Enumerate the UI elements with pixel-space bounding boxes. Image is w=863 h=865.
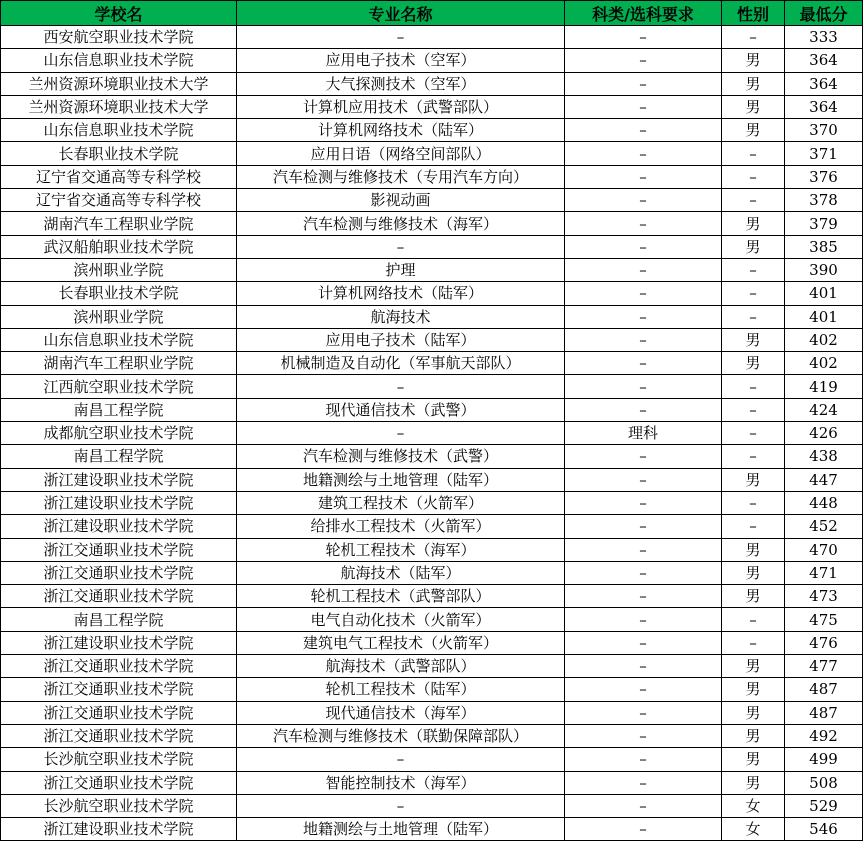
cell-min-score: 379 xyxy=(785,212,863,235)
cell-major: 现代通信技术（武警） xyxy=(237,398,565,421)
cell-subject-requirement: – xyxy=(565,282,722,305)
cell-major: 汽车检测与维修技术（专用汽车方向） xyxy=(237,165,565,188)
cell-subject-requirement: – xyxy=(565,748,722,771)
cell-subject-requirement: – xyxy=(565,678,722,701)
cell-min-score: 364 xyxy=(785,72,863,95)
cell-gender: – xyxy=(722,26,785,49)
cell-major: 现代通信技术（海军） xyxy=(237,701,565,724)
table-row xyxy=(1,398,863,421)
table-row xyxy=(1,445,863,468)
cell-school: 浙江建设职业技术学院 xyxy=(1,818,237,841)
cell-min-score: 402 xyxy=(785,328,863,351)
cell-major: 地籍测绘与土地管理（陆军） xyxy=(237,468,565,491)
cell-gender: – xyxy=(722,608,785,631)
table-row xyxy=(1,282,863,305)
cell-min-score: 385 xyxy=(785,235,863,258)
cell-gender: 男 xyxy=(722,538,785,561)
table-row xyxy=(1,515,863,538)
cell-gender: 男 xyxy=(722,468,785,491)
cell-major: 航海技术 xyxy=(237,305,565,328)
cell-gender: – xyxy=(722,398,785,421)
cell-min-score: 470 xyxy=(785,538,863,561)
cell-subject-requirement: – xyxy=(565,375,722,398)
cell-subject-requirement: – xyxy=(565,49,722,72)
cell-subject-requirement: – xyxy=(565,468,722,491)
table-row xyxy=(1,165,863,188)
header-min-score: 最低分 xyxy=(785,1,863,26)
cell-min-score: 390 xyxy=(785,258,863,281)
cell-min-score: 487 xyxy=(785,678,863,701)
cell-subject-requirement: – xyxy=(565,95,722,118)
table-row xyxy=(1,538,863,561)
cell-school: 辽宁省交通高等专科学校 xyxy=(1,189,237,212)
cell-subject-requirement: – xyxy=(565,212,722,235)
cell-min-score: 424 xyxy=(785,398,863,421)
cell-gender: – xyxy=(722,189,785,212)
header-row xyxy=(1,1,863,26)
table-row xyxy=(1,748,863,771)
cell-subject-requirement: – xyxy=(565,771,722,794)
cell-gender: – xyxy=(722,305,785,328)
cell-subject-requirement: – xyxy=(565,142,722,165)
cell-school: 浙江交通职业技术学院 xyxy=(1,678,237,701)
cell-major: – xyxy=(237,26,565,49)
cell-school: 浙江建设职业技术学院 xyxy=(1,631,237,654)
cell-major: 应用日语（网络空间部队） xyxy=(237,142,565,165)
cell-min-score: 378 xyxy=(785,189,863,212)
cell-gender: 男 xyxy=(722,119,785,142)
cell-min-score: 492 xyxy=(785,724,863,747)
cell-school: 山东信息职业技术学院 xyxy=(1,119,237,142)
cell-major: 应用电子技术（空军） xyxy=(237,49,565,72)
cell-gender: 男 xyxy=(722,561,785,584)
cell-gender: 男 xyxy=(722,678,785,701)
cell-subject-requirement: – xyxy=(565,608,722,631)
cell-major: 轮机工程技术（海军） xyxy=(237,538,565,561)
cell-min-score: 333 xyxy=(785,26,863,49)
cell-min-score: 452 xyxy=(785,515,863,538)
table-row xyxy=(1,608,863,631)
cell-gender: – xyxy=(722,375,785,398)
cell-gender: 男 xyxy=(722,701,785,724)
table-row xyxy=(1,352,863,375)
cell-major: 建筑电气工程技术（火箭军） xyxy=(237,631,565,654)
cell-major: 轮机工程技术（陆军） xyxy=(237,678,565,701)
cell-school: 兰州资源环境职业技术大学 xyxy=(1,72,237,95)
cell-major: 机械制造及自动化（军事航天部队） xyxy=(237,352,565,375)
cell-school: 辽宁省交通高等专科学校 xyxy=(1,165,237,188)
table-row xyxy=(1,422,863,445)
cell-school: 武汉船舶职业技术学院 xyxy=(1,235,237,258)
cell-school: 江西航空职业技术学院 xyxy=(1,375,237,398)
cell-major: 大气探测技术（空军） xyxy=(237,72,565,95)
cell-subject-requirement: – xyxy=(565,258,722,281)
cell-min-score: 448 xyxy=(785,491,863,514)
cell-gender: 男 xyxy=(722,748,785,771)
table-body xyxy=(1,26,863,841)
table-row xyxy=(1,95,863,118)
cell-major: 航海技术（武警部队） xyxy=(237,655,565,678)
cell-subject-requirement: – xyxy=(565,491,722,514)
cell-school: 成都航空职业技术学院 xyxy=(1,422,237,445)
cell-subject-requirement: – xyxy=(565,701,722,724)
cell-gender: 男 xyxy=(722,328,785,351)
cell-major: 给排水工程技术（火箭军） xyxy=(237,515,565,538)
cell-major: – xyxy=(237,422,565,445)
cell-school: 山东信息职业技术学院 xyxy=(1,49,237,72)
table-row xyxy=(1,701,863,724)
cell-school: 浙江交通职业技术学院 xyxy=(1,655,237,678)
cell-gender: 男 xyxy=(722,95,785,118)
table-row xyxy=(1,258,863,281)
cell-gender: 女 xyxy=(722,818,785,841)
cell-subject-requirement: – xyxy=(565,818,722,841)
header-gender: 性别 xyxy=(722,1,785,26)
cell-major: 汽车检测与维修技术（海军） xyxy=(237,212,565,235)
cell-subject-requirement: – xyxy=(565,119,722,142)
cell-min-score: 401 xyxy=(785,305,863,328)
cell-subject-requirement: – xyxy=(565,189,722,212)
cell-min-score: 477 xyxy=(785,655,863,678)
table-row xyxy=(1,328,863,351)
cell-gender: – xyxy=(722,515,785,538)
cell-min-score: 364 xyxy=(785,95,863,118)
cell-school: 兰州资源环境职业技术大学 xyxy=(1,95,237,118)
cell-min-score: 364 xyxy=(785,49,863,72)
header-school: 学校名 xyxy=(1,1,237,26)
cell-school: 南昌工程学院 xyxy=(1,398,237,421)
cell-major: 汽车检测与维修技术（联勤保障部队） xyxy=(237,724,565,747)
table-row xyxy=(1,794,863,817)
cell-gender: 男 xyxy=(722,655,785,678)
cell-major: 护理 xyxy=(237,258,565,281)
cell-school: 浙江交通职业技术学院 xyxy=(1,585,237,608)
cell-min-score: 370 xyxy=(785,119,863,142)
table-row xyxy=(1,585,863,608)
table-row xyxy=(1,468,863,491)
cell-subject-requirement: – xyxy=(565,235,722,258)
cell-subject-requirement: – xyxy=(565,538,722,561)
cell-subject-requirement: – xyxy=(565,724,722,747)
cell-major: 汽车检测与维修技术（武警） xyxy=(237,445,565,468)
cell-subject-requirement: – xyxy=(565,515,722,538)
cell-min-score: 508 xyxy=(785,771,863,794)
cell-major: 计算机网络技术（陆军） xyxy=(237,119,565,142)
cell-major: 地籍测绘与土地管理（陆军） xyxy=(237,818,565,841)
cell-gender: – xyxy=(722,142,785,165)
header-subject-requirement: 科类/选科要求 xyxy=(565,1,722,26)
cell-subject-requirement: – xyxy=(565,305,722,328)
table-row xyxy=(1,49,863,72)
table-row xyxy=(1,305,863,328)
cell-school: 浙江交通职业技术学院 xyxy=(1,701,237,724)
cell-school: 浙江交通职业技术学院 xyxy=(1,771,237,794)
cell-school: 山东信息职业技术学院 xyxy=(1,328,237,351)
cell-min-score: 529 xyxy=(785,794,863,817)
cell-min-score: 471 xyxy=(785,561,863,584)
cell-subject-requirement: – xyxy=(565,631,722,654)
header-major: 专业名称 xyxy=(237,1,565,26)
cell-subject-requirement: – xyxy=(565,655,722,678)
cell-gender: – xyxy=(722,491,785,514)
cell-subject-requirement: – xyxy=(565,26,722,49)
cell-min-score: 473 xyxy=(785,585,863,608)
cell-major: 轮机工程技术（武警部队） xyxy=(237,585,565,608)
table-row xyxy=(1,26,863,49)
cell-subject-requirement: – xyxy=(565,585,722,608)
cell-min-score: 476 xyxy=(785,631,863,654)
cell-school: 长沙航空职业技术学院 xyxy=(1,794,237,817)
cell-min-score: 487 xyxy=(785,701,863,724)
cell-min-score: 475 xyxy=(785,608,863,631)
cell-major: 影视动画 xyxy=(237,189,565,212)
cell-gender: 男 xyxy=(722,72,785,95)
cell-school: 浙江交通职业技术学院 xyxy=(1,561,237,584)
table-row xyxy=(1,375,863,398)
cell-min-score: 499 xyxy=(785,748,863,771)
cell-subject-requirement: – xyxy=(565,328,722,351)
table-row xyxy=(1,491,863,514)
table-row xyxy=(1,561,863,584)
cell-gender: 男 xyxy=(722,585,785,608)
cell-gender: – xyxy=(722,631,785,654)
cell-school: 南昌工程学院 xyxy=(1,445,237,468)
table-row xyxy=(1,72,863,95)
cell-subject-requirement: – xyxy=(565,165,722,188)
cell-school: 浙江交通职业技术学院 xyxy=(1,724,237,747)
table-row xyxy=(1,818,863,841)
cell-school: 长春职业技术学院 xyxy=(1,282,237,305)
cell-subject-requirement: – xyxy=(565,561,722,584)
cell-school: 南昌工程学院 xyxy=(1,608,237,631)
table-row xyxy=(1,189,863,212)
cell-gender: 男 xyxy=(722,352,785,375)
cell-subject-requirement: – xyxy=(565,794,722,817)
cell-major: 电气自动化技术（火箭军） xyxy=(237,608,565,631)
cell-gender: – xyxy=(722,445,785,468)
cell-gender: 男 xyxy=(722,212,785,235)
cell-min-score: 546 xyxy=(785,818,863,841)
cell-school: 长沙航空职业技术学院 xyxy=(1,748,237,771)
cell-min-score: 447 xyxy=(785,468,863,491)
table-row xyxy=(1,235,863,258)
table-row xyxy=(1,142,863,165)
cell-min-score: 438 xyxy=(785,445,863,468)
table-row xyxy=(1,678,863,701)
cell-major: 智能控制技术（海军） xyxy=(237,771,565,794)
cell-subject-requirement: 理科 xyxy=(565,422,722,445)
cell-gender: – xyxy=(722,165,785,188)
cell-gender: – xyxy=(722,422,785,445)
cell-major: 建筑工程技术（火箭军） xyxy=(237,491,565,514)
cell-major: – xyxy=(237,235,565,258)
cell-major: 计算机应用技术（武警部队） xyxy=(237,95,565,118)
cell-gender: 男 xyxy=(722,771,785,794)
cell-gender: 男 xyxy=(722,724,785,747)
table-row xyxy=(1,771,863,794)
cell-gender: – xyxy=(722,282,785,305)
cell-school: 滨州职业学院 xyxy=(1,258,237,281)
cell-subject-requirement: – xyxy=(565,445,722,468)
cell-major: 航海技术（陆军） xyxy=(237,561,565,584)
table-row xyxy=(1,631,863,654)
cell-school: 长春职业技术学院 xyxy=(1,142,237,165)
cell-school: 滨州职业学院 xyxy=(1,305,237,328)
cell-school: 湖南汽车工程职业学院 xyxy=(1,352,237,375)
cell-gender: 男 xyxy=(722,49,785,72)
cell-gender: – xyxy=(722,258,785,281)
cell-school: 浙江交通职业技术学院 xyxy=(1,538,237,561)
cell-major: 应用电子技术（陆军） xyxy=(237,328,565,351)
cell-school: 湖南汽车工程职业学院 xyxy=(1,212,237,235)
table-row xyxy=(1,655,863,678)
cell-min-score: 376 xyxy=(785,165,863,188)
table-row xyxy=(1,119,863,142)
cell-min-score: 426 xyxy=(785,422,863,445)
cell-school: 浙江建设职业技术学院 xyxy=(1,515,237,538)
cell-min-score: 402 xyxy=(785,352,863,375)
cell-major: – xyxy=(237,794,565,817)
cell-school: 浙江建设职业技术学院 xyxy=(1,468,237,491)
cell-school: 西安航空职业技术学院 xyxy=(1,26,237,49)
cell-major: – xyxy=(237,748,565,771)
cell-gender: 男 xyxy=(722,235,785,258)
table-row xyxy=(1,724,863,747)
cell-min-score: 419 xyxy=(785,375,863,398)
cell-min-score: 401 xyxy=(785,282,863,305)
cell-major: 计算机网络技术（陆军） xyxy=(237,282,565,305)
cell-school: 浙江建设职业技术学院 xyxy=(1,491,237,514)
cell-subject-requirement: – xyxy=(565,398,722,421)
cell-subject-requirement: – xyxy=(565,352,722,375)
cell-subject-requirement: – xyxy=(565,72,722,95)
cell-gender: 女 xyxy=(722,794,785,817)
cell-major: – xyxy=(237,375,565,398)
table-row xyxy=(1,212,863,235)
cell-min-score: 371 xyxy=(785,142,863,165)
